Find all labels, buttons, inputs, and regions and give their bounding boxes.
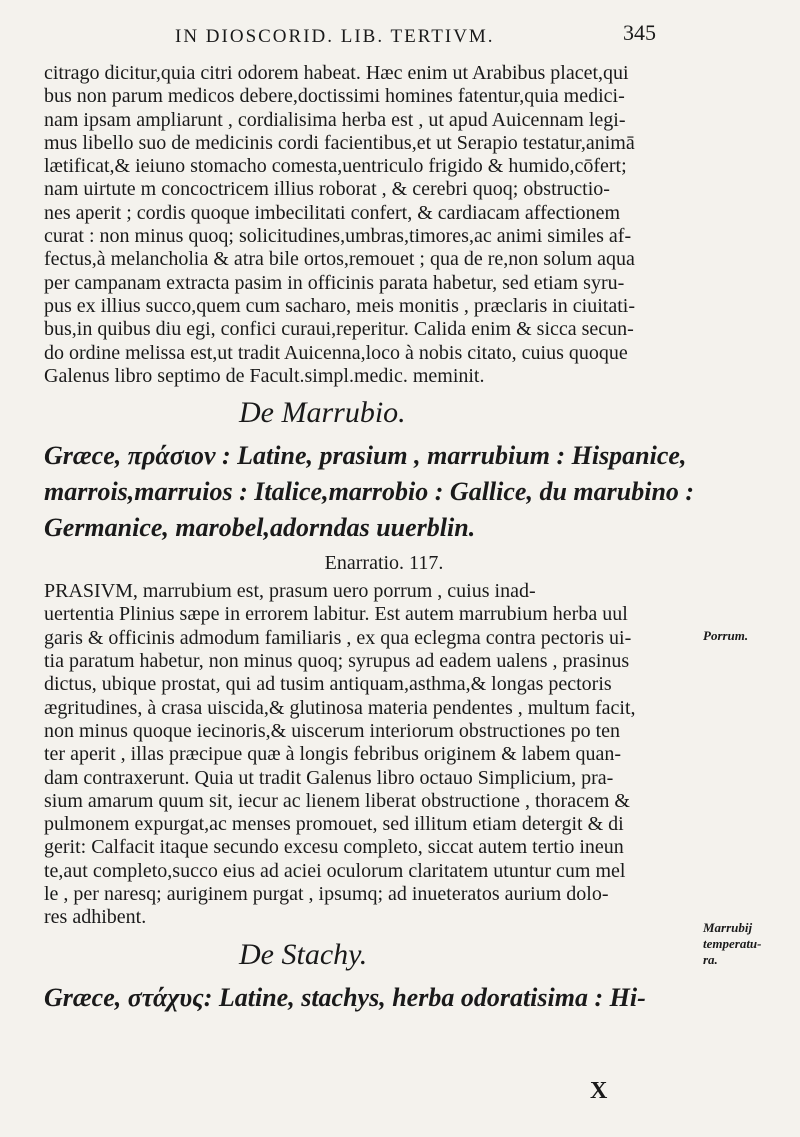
signature-mark: X (590, 1078, 608, 1104)
names-line: marrois,marruios : Italice,marrobio : Gallice, du marubino : (44, 477, 695, 507)
text-line: pulmonem expurgat,ac menses promouet, sed illitum etiam detergit & di (44, 813, 624, 836)
text-line: do ordine melissa est,ut tradit Auicenna,loco à nobis citato, cuius quoque (44, 341, 628, 364)
text-line: te,aut completo,succo eius ad aciei oculorum claritatem utuntur cum mel (44, 859, 626, 882)
page-number: 345 (623, 20, 656, 45)
text-line: non minus quoque iecinoris,& uiscerum interiorum obstructiones po ten (44, 719, 621, 742)
text-line: fectus,à melancholia & atra bile ortos,remouet ; qua de re,non solum aqua (44, 248, 635, 271)
text-line: per campanam extracta pasim in officinis parata habetur, sed etiam syru- (44, 271, 625, 294)
text-line: nes aperit ; cordis quoque imbecilitati confert, & cardiacam affectionem (44, 201, 621, 224)
text-line: uertentia Plinius sæpe in errorem labitur. Est autem marrubium herba uul (44, 603, 628, 626)
text-line: bus non parum medicos debere,doctissimi homines fatentur,quia medici- (44, 85, 625, 108)
margin-note-porrum: Porrum. (703, 628, 749, 643)
text-line: bus,in quibus diu egi, confici curaui,reperitur. Calida enim & sicca secun- (44, 318, 634, 341)
text-line: Galenus libro septimo de Facult.simpl.medic. meminit. (44, 364, 485, 387)
text-line: garis & officinis admodum familiaris , ex qua eclegma contra pectoris ui- (44, 626, 632, 649)
text-line: lætificat,& ieiuno stomacho comesta,uentriculo frigido & humido,cōfert; (44, 155, 627, 178)
names-line: Germanice, marobel,adorndas uuerblin. (44, 513, 476, 543)
text-line: mus libello suo de medicinis cordi facientibus,et ut Serapio testatur,animā (44, 131, 635, 154)
text-line: dam contraxerunt. Quia ut tradit Galenus libro octauo Simplicium, pra- (44, 766, 614, 789)
text-line: gerit: Calfacit itaque secundo excesu completo, siccat autem tertio ineun (44, 836, 624, 859)
margin-note-line: ra. (703, 952, 718, 967)
text-line: dictus, ubique prostat, qui ad tusim antiquam,asthma,& longas pectoris (44, 673, 612, 696)
enarratio-label: Enarratio. 117. (324, 552, 444, 575)
running-title: IN DIOSCORID. LIB. TERTIVM. (175, 26, 495, 47)
text-line: ægritudines, à crasa uiscida,& glutinosa materia pendentes , multum facit, (44, 696, 636, 719)
text-line: sium amarum quum sit, iecur ac lienem liberat obstructione , thoracem & (44, 789, 630, 812)
margin-note-line: Marrubij (703, 920, 753, 935)
text-line: pus ex illius succo,quem cum sacharo, meis monitis , præclaris in ciuitati- (44, 294, 635, 317)
names-line: Græce, πράσιον : Latine, prasium , marrubium : Hispanice, (44, 441, 687, 471)
text-line: res adhibent. (44, 906, 147, 929)
section-heading-marrubio: De Marrubio. (239, 396, 406, 430)
text-line: citrago dicitur,quia citri odorem habeat. Hæc enim ut Arabibus placet,qui (44, 62, 629, 84)
text-line: ter aperit , illas præcipue quæ à longis febribus originem & labem quan- (44, 743, 622, 766)
text-line: tia paratum habetur, non minus quoq; syrupus ad eadem ualens , prasinus (44, 650, 630, 673)
section-heading-stachy: De Stachy. (239, 937, 368, 971)
margin-note-temperatura (703, 920, 762, 968)
text-line: nam ipsam ampliarunt , cordialisima herba est , ut apud Auicennam legi- (44, 108, 626, 131)
text-line: PRASIVM, marrubium est, prasum uero porrum , cuius inad- (44, 580, 536, 603)
names-line: Græce, στάχυς: Latine, stachys, herba odoratisima : Hi- (44, 982, 646, 1012)
text-line: le , per naresq; auriginem purgat , ipsumq; ad inueteratos aurium dolo- (44, 883, 609, 906)
main-text-column (44, 62, 694, 1016)
text-line: curat : non minus quoq; solicitudines,umbras,timores,ac animi similes af- (44, 225, 632, 248)
text-line: nam uirtute m concoctricem illius roborat , & cerebri quoq; obstructio- (44, 178, 610, 201)
margin-note-line: temperatu- (703, 936, 762, 951)
